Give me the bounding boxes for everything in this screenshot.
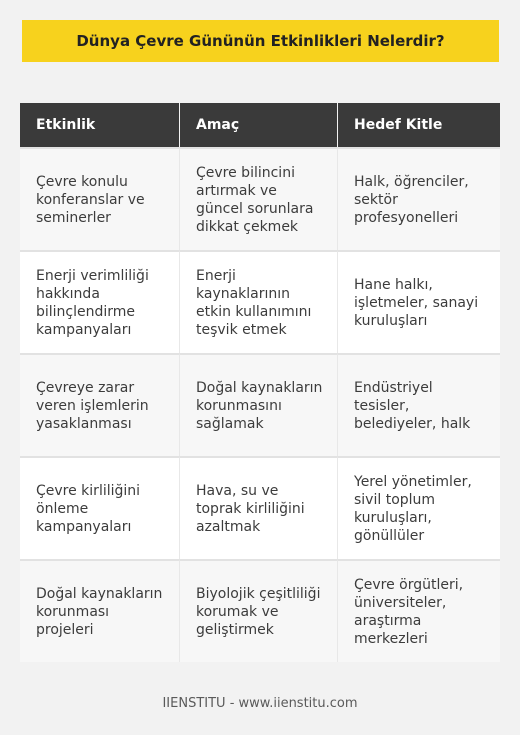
cell-amac: Hava, su ve toprak kirliliğini azaltmak (180, 456, 338, 559)
table-row (20, 353, 500, 456)
header-etkinlik: Etkinlik (20, 103, 180, 147)
events-table-container (20, 103, 500, 662)
table-row (20, 559, 500, 662)
cell-etkinlik: Enerji verimliliği hakkında bilinçlendirme kampanyaları (20, 250, 180, 353)
page-title: Dünya Çevre Gününün Etkinlikleri Nelerdir? (22, 20, 499, 62)
cell-etkinlik: Doğal kaynakların korunması projeleri (20, 559, 180, 662)
table-row (20, 456, 500, 559)
header-hedef-kitle: Hedef Kitle (338, 103, 500, 147)
cell-hedef-kitle: Çevre örgütleri, üniversiteler, araştırma merkezleri (338, 559, 500, 662)
cell-hedef-kitle: Endüstriyel tesisler, belediyeler, halk (338, 353, 500, 456)
cell-etkinlik: Çevre kirliliğini önleme kampanyaları (20, 456, 180, 559)
cell-hedef-kitle: Hane halkı, işletmeler, sanayi kuruluşları (338, 250, 500, 353)
cell-hedef-kitle: Yerel yönetimler, sivil toplum kuruluşları, gönüllüler (338, 456, 500, 559)
table-row (20, 250, 500, 353)
cell-amac: Biyolojik çeşitliliği korumak ve geliştirmek (180, 559, 338, 662)
cell-amac: Çevre bilincini artırmak ve güncel sorunlara dikkat çekmek (180, 147, 338, 250)
cell-hedef-kitle: Halk, öğrenciler, sektör profesyonelleri (338, 147, 500, 250)
header-amac: Amaç (180, 103, 338, 147)
events-table (20, 103, 500, 662)
table-row (20, 147, 500, 250)
cell-amac: Doğal kaynakların korunmasını sağlamak (180, 353, 338, 456)
table-header-row (20, 103, 500, 147)
cell-etkinlik: Çevreye zarar veren işlemlerin yasaklanması (20, 353, 180, 456)
cell-etkinlik: Çevre konulu konferanslar ve seminerler (20, 147, 180, 250)
footer-credit: IIENSTITU - www.iienstitu.com (162, 696, 358, 711)
cell-amac: Enerji kaynaklarının etkin kullanımını teşvik etmek (180, 250, 338, 353)
